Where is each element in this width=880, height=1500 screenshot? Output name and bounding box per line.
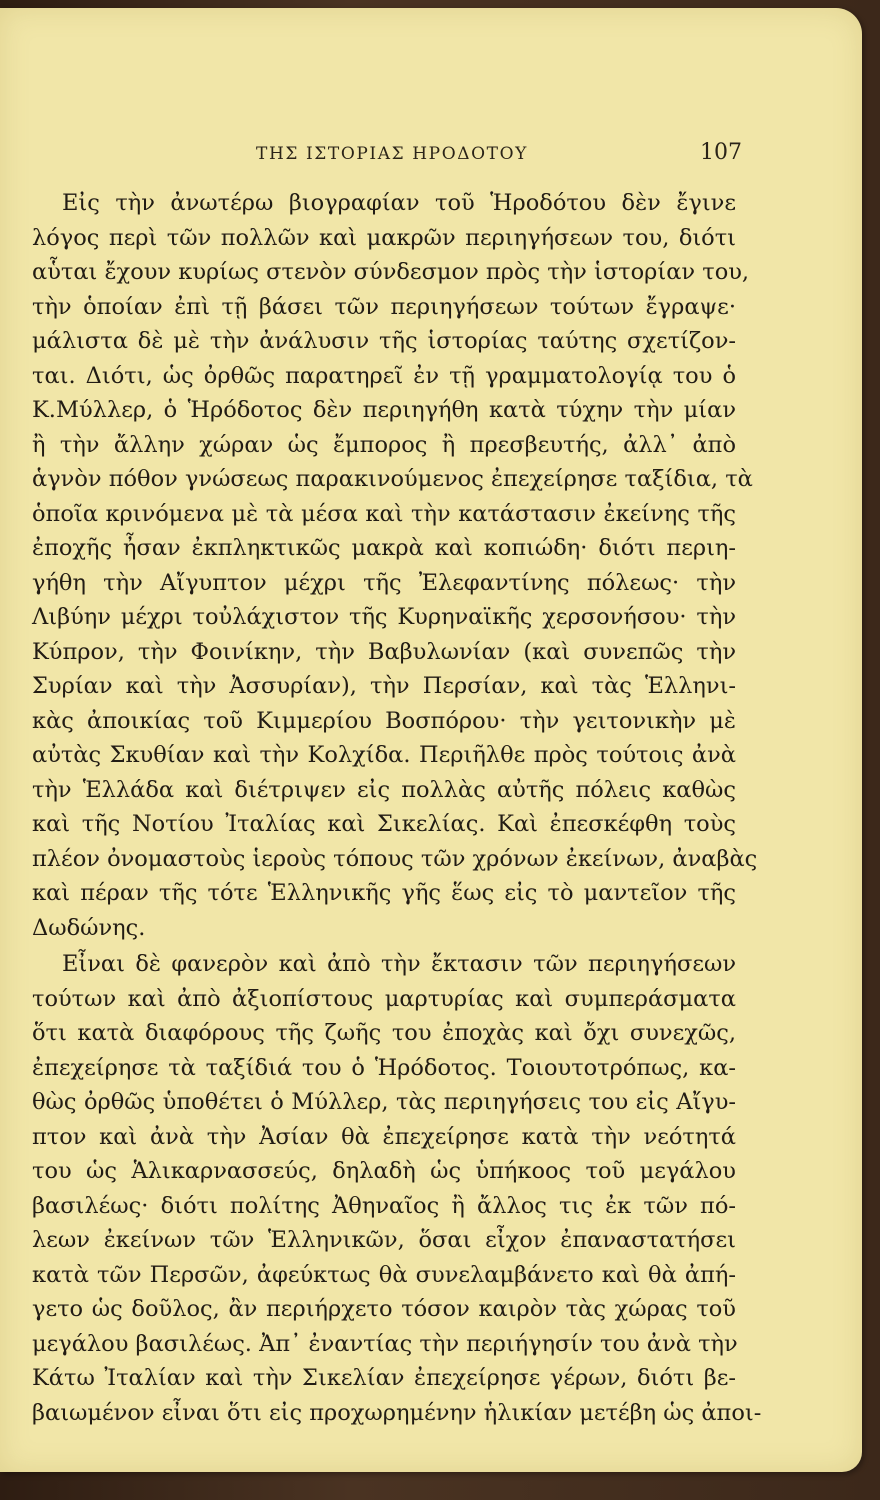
book-page — [0, 8, 862, 1472]
text-line: πλέον ὀνομαστοὺς ἱεροὺς τόπους τῶν χρόνων ἐκείνων, ἀναβὰς — [32, 845, 758, 872]
text-line: κατὰ τῶν Περσῶν, ἀφεύκτως θὰ συνελαμβάνετο καὶ θὰ ἀπή- — [32, 1261, 736, 1288]
text-line: θὼς ὀρθῶς ὑποθέτει ὁ Μύλλερ, τὰς περιηγήσεις του εἰς Αἴγυ- — [32, 1089, 736, 1115]
text-line: λεων ἐκείνων τῶν Ἑλληνικῶν, ὅσαι εἶχον ἐπαναστατήσει — [32, 1227, 736, 1253]
text-line: μεγάλου βασιλέως. Ἀπ᾽ ἐναντίας τὴν περιήγησίν του ἀνὰ τὴν — [32, 1330, 738, 1357]
page-header — [0, 140, 862, 170]
page-number: 107 — [700, 140, 742, 165]
paragraph — [32, 186, 758, 945]
text-line: ἁγνὸν πόθον γνώσεως παρακινούμενος ἐπεχείρησε ταξίδια, τὰ — [32, 466, 753, 492]
paragraph — [32, 947, 762, 1430]
text-line: ται. Διότι, ὡς ὀρθῶς παρατηρεῖ ἐν τῇ γραμματολογίᾳ του ὁ — [32, 362, 736, 389]
text-line: Κύπρον, τὴν Φοινίκην, τὴν Βαβυλωνίαν (καὶ συνεπῶς τὴν — [32, 638, 736, 665]
text-line: Κάτω Ἰταλίαν καὶ τὴν Σικελίαν ἐπεχείρησε γέρων, διότι βε- — [32, 1365, 736, 1391]
text-line: Δωδώνης. — [32, 914, 146, 941]
text-line: καὶ τῆς Νοτίου Ἰταλίας καὶ Σικελίας. Καὶ ἐπεσκέφθη τοὺς — [32, 811, 736, 837]
text-line: Εἶναι δὲ φανερὸν καὶ ἀπὸ τὴν ἔκτασιν τῶν περιηγήσεων — [62, 951, 736, 977]
text-line: Λιβύην μέχρι τοὐλάχιστον τῆς Κυρηναϊκῆς χερσονήσου· τὴν — [32, 604, 736, 630]
text-line: καὶ πέραν τῆς τότε Ἑλληνικῆς γῆς ἕως εἰς τὸ μαντεῖον τῆς — [32, 880, 736, 906]
text-line: Κ.Μύλλερ, ὁ Ἡρόδοτος δὲν περιηγήθη κατὰ τύχην τὴν μίαν — [32, 397, 736, 423]
text-line: γήθη τὴν Αἴγυπτον μέχρι τῆς Ἐλεφαντίνης πόλεως· τὴν — [32, 569, 736, 596]
text-line: ἐπεχείρησε τὰ ταξίδιά του ὁ Ἡρόδοτος. Τοιουτοτρόπως, κα- — [32, 1054, 736, 1081]
text-line: βαιωμένον εἶναι ὅτι εἰς προχωρημένην ἡλικίαν μετέβη ὡς ἀποι- — [32, 1399, 762, 1426]
text-line: ὅτι κατὰ διαφόρους τῆς ζωῆς του ἐποχὰς καὶ ὄχι συνεχῶς, — [32, 1020, 736, 1046]
text-line: κὰς ἀποικίας τοῦ Κιμμερίου Βοσπόρου· τὴν γειτονικὴν μὲ — [32, 707, 736, 734]
text-line: Εἰς τὴν ἀνωτέρω βιογραφίαν τοῦ Ἡροδότου δὲν ἔγινε — [62, 190, 736, 216]
text-line: τὴν Ἑλλάδα καὶ διέτριψεν εἰς πολλὰς αὐτῆς πόλεις καθὼς — [32, 776, 736, 803]
text-line: αὗται ἔχουν κυρίως στενὸν σύνδεσμον πρὸς τὴν ἱστορίαν του, — [32, 259, 750, 285]
text-line: γετο ὡς δοῦλος, ἂν περιήρχετο τόσον καιρὸν τὰς χώρας τοῦ — [32, 1296, 736, 1322]
text-line: μάλιστα δὲ μὲ τὴν ἀνάλυσιν τῆς ἱστορίας ταύτης σχετίζον- — [32, 328, 736, 354]
text-line: ἢ τὴν ἄλλην χώραν ὡς ἔμπορος ἢ πρεσβευτής, ἀλλ᾽ ἀπὸ — [32, 431, 736, 458]
running-head: ΤΗΣ ΙΣΤΟΡΙΑΣ ΗΡΟΔΟΤΟΥ — [256, 144, 528, 164]
text-line: του ὡς Ἁλικαρνασσεύς, δηλαδὴ ὡς ὑπήκοος τοῦ μεγάλου — [32, 1158, 736, 1184]
body-text — [32, 186, 762, 1430]
text-line: τὴν ὁποίαν ἐπὶ τῇ βάσει τῶν περιηγήσεων τούτων ἔγραψε· — [32, 293, 736, 320]
text-line: πτον καὶ ἀνὰ τὴν Ἀσίαν θὰ ἐπεχείρησε κατὰ τὴν νεότητά — [32, 1123, 736, 1150]
text-line: ἐποχῆς ἦσαν ἐκπληκτικῶς μακρὰ καὶ κοπιώδη· διότι περιη- — [32, 535, 736, 561]
text-line: Συρίαν καὶ τὴν Ἀσσυρίαν), τὴν Περσίαν, καὶ τὰς Ἑλληνι- — [32, 673, 736, 699]
text-line: αὐτὰς Σκυθίαν καὶ τὴν Κολχίδα. Περιῆλθε πρὸς τούτοις ἀνὰ — [32, 742, 736, 768]
text-line: λόγος περὶ τῶν πολλῶν καὶ μακρῶν περιηγήσεων του, διότι — [32, 224, 736, 251]
text-line: βασιλέως· διότι πολίτης Ἀθηναῖος ἢ ἄλλος τις ἐκ τῶν πό- — [32, 1192, 736, 1219]
text-line: τούτων καὶ ἀπὸ ἀξιοπίστους μαρτυρίας καὶ συμπεράσματα — [32, 985, 736, 1012]
text-line: ὁποῖα κρινόμενα μὲ τὰ μέσα καὶ τὴν κατάστασιν ἐκείνης τῆς — [32, 500, 736, 527]
